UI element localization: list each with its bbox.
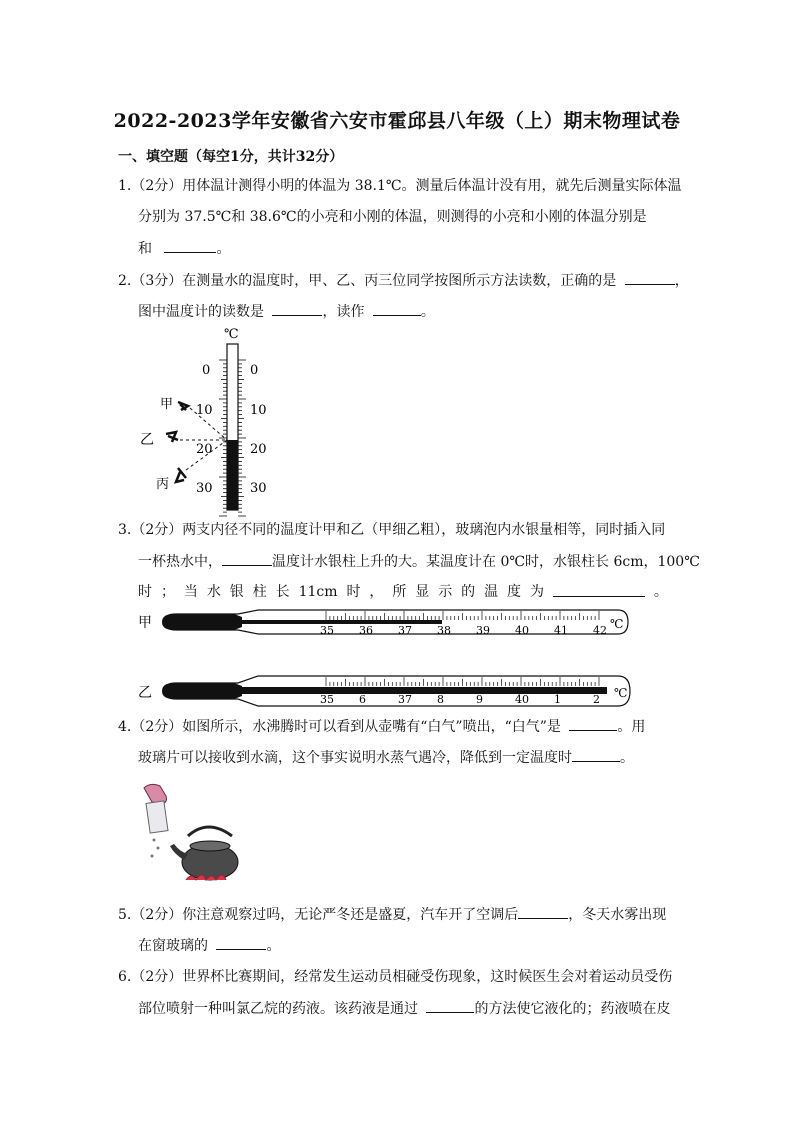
- tick-label: 37: [398, 624, 412, 637]
- q2-line2: [138, 301, 435, 322]
- q1-line1: 1.（2分）用体温计测得小明的体温为 38.1℃。测量后体温计没有用，就先后测量实际体温: [118, 178, 682, 194]
- water-drop-icon: [157, 847, 160, 850]
- thermometer-b-label: 乙: [138, 685, 152, 701]
- q2-line1: [118, 270, 689, 291]
- tick-label: 9: [476, 693, 483, 706]
- thermometer-a-bulb: [162, 614, 242, 630]
- q2-blank-correct[interactable]: [625, 270, 675, 285]
- q1-answer-blank[interactable]: [164, 238, 216, 253]
- tick-label: 41: [554, 624, 568, 637]
- tick-label: 8: [437, 693, 444, 706]
- q2-reader-jia: 甲: [160, 397, 174, 412]
- q5-text-glass: 在窗玻璃的: [138, 938, 208, 954]
- q6-line2: [138, 998, 670, 1019]
- q4-text: 4.（2分）如图所示，水沸腾时可以看到从壶嘴有“白气”喷出，“白气”是: [118, 719, 561, 735]
- thermometer-a-unit: ℃: [610, 617, 624, 631]
- q3-word: ；: [160, 584, 175, 600]
- q3-word: 11cm: [298, 584, 338, 600]
- tick-label: 2: [593, 693, 600, 706]
- q2-scale-right-30: 30: [250, 481, 267, 496]
- tick-label: 38: [437, 624, 451, 637]
- q2-text: 2.（3分）在测量水的温度时，甲、乙、丙三位同学按图所示方法读数，正确的是: [118, 273, 617, 289]
- q6-blank-method[interactable]: [426, 998, 474, 1013]
- q1-period: 。: [216, 241, 231, 257]
- q2-reader-bing: 丙: [156, 477, 170, 492]
- q2-period: 。: [420, 304, 435, 320]
- eye-icon: [176, 468, 186, 482]
- q4-text-use: 。用: [617, 719, 646, 735]
- q3-word: 的: [461, 584, 476, 600]
- q6-text-2: 的方法使它液化的；药液喷在皮: [474, 1001, 671, 1017]
- q3-line3: [138, 582, 668, 602]
- q3-line2: [138, 551, 700, 572]
- glass-plate-icon: [146, 801, 168, 833]
- kettle-lid-icon: [190, 841, 230, 851]
- tick-label: 35: [320, 693, 334, 706]
- q5-text: 5.（2分）你注意观察过吗，无论严冬还是盛夏，汽车开了空调后: [118, 907, 519, 923]
- thermometer-a-label: 甲: [138, 615, 152, 631]
- q3-word: 柱: [252, 584, 267, 600]
- q4-line1: [118, 716, 645, 737]
- q2-comma: ，: [674, 273, 689, 289]
- q5-period: 。: [266, 938, 281, 954]
- q2-text-reading: 图中温度计的读数是: [138, 304, 264, 320]
- thermometer-a-mercury: [242, 620, 442, 624]
- thermometer-b-mercury: [242, 687, 607, 694]
- q4-text-2: 玻璃片可以接收到水滴，这个事实说明水蒸气遇冷，降低到一定温度时: [138, 750, 572, 766]
- q3-blank-which[interactable]: [222, 551, 272, 566]
- q3-word: 当: [183, 584, 198, 600]
- q3-word: 示: [438, 584, 453, 600]
- q4-blank-white-gas[interactable]: [569, 716, 617, 731]
- q3-word: 银: [229, 584, 244, 600]
- q3-word: 显: [415, 584, 430, 600]
- q3-word: 为: [529, 584, 544, 600]
- q5-line1: [118, 904, 666, 925]
- eye-icon: [166, 432, 178, 442]
- q5-blank-summer[interactable]: [518, 904, 568, 919]
- q4-kettle-figure: [138, 780, 248, 890]
- q2-scale-right-0: 0: [250, 363, 259, 378]
- q2-blank-read-as[interactable]: [373, 301, 421, 316]
- q3-word: 度: [507, 584, 521, 600]
- q4-period: 。: [620, 750, 634, 766]
- water-drop-icon: [151, 855, 154, 858]
- q1-line2: 分别为 37.5℃和 38.6℃的小亮和小刚的体温，则测得的小亮和小刚的体温分别是: [138, 209, 647, 225]
- q3-text-b: 温度计水银柱上升的大。某温度计在 0℃时，水银柱长 6cm，100℃: [272, 554, 700, 570]
- tick-label: 35: [320, 624, 334, 637]
- kettle-spout-icon: [170, 844, 188, 860]
- q3-line3-words: [138, 582, 668, 602]
- q4-blank-condition[interactable]: [572, 747, 620, 762]
- q2-text-read-as: ，读作: [322, 304, 365, 320]
- q3-period: 。: [653, 584, 668, 600]
- q2-unit-label: ℃: [224, 327, 239, 342]
- thermometer-b-unit: ℃: [614, 686, 628, 700]
- q3-word: 长: [275, 584, 290, 600]
- tick-label: 1: [554, 693, 561, 706]
- tick-label: 37: [398, 693, 412, 706]
- q3-word: 时: [138, 584, 152, 600]
- water-drop-icon: [153, 839, 156, 842]
- q5-text-winter: ，冬天水雾出现: [568, 907, 667, 923]
- q2-scale-left-0: 0: [202, 363, 211, 378]
- section-heading: 一、填空题（每空1分，共计32分）: [118, 149, 344, 165]
- tick-label: 40: [515, 624, 529, 637]
- q3-word: ，: [369, 584, 384, 600]
- q2-scale-left-10: 10: [196, 403, 213, 418]
- q6-line1: 6.（2分）世界杯比赛期间，经常发生运动员相碰受伤现象，这时候医生会对着运动员受伤: [118, 969, 673, 985]
- q2-scale-right-20: 20: [250, 442, 267, 457]
- q3-word: 所: [392, 584, 407, 600]
- q2-mercury-column: [227, 440, 238, 510]
- thermometer-b-bulb: [162, 683, 242, 699]
- eye-icon: [178, 402, 188, 410]
- q3-word: 时: [346, 584, 361, 600]
- q2-scale-left-20: 20: [196, 442, 213, 457]
- q3-blank-temperature[interactable]: [553, 582, 645, 597]
- q2-reader-yi: 乙: [140, 432, 154, 448]
- q5-blank-side[interactable]: [216, 935, 266, 950]
- q2-thermometer-figure: [140, 322, 290, 512]
- q6-text: 部位喷射一种叫氯乙烷的药液。该药液是通过: [138, 1001, 418, 1017]
- tick-label: 40: [515, 693, 529, 706]
- q4-line2: [138, 747, 634, 768]
- tick-label: 36: [359, 624, 373, 637]
- q2-scale-left-30: 30: [196, 481, 213, 496]
- q3-word: 水: [206, 584, 221, 600]
- kettle-handle-icon: [188, 827, 232, 836]
- tick-label: 6: [359, 693, 366, 706]
- q2-blank-reading[interactable]: [272, 301, 322, 316]
- q3-text-a: 一杯热水中，: [138, 554, 222, 570]
- q2-scale-right-10: 10: [250, 403, 267, 418]
- q3-line1: 3.（2分）两支内径不同的温度计甲和乙（甲细乙粗），玻璃泡内水银量相等，同时插入同: [118, 522, 666, 538]
- q3-word: 温: [484, 584, 499, 600]
- tick-label: 42: [593, 624, 607, 637]
- q1-text-and: 和: [138, 241, 152, 257]
- exam-title: 2022-2023学年安徽省六安市霍邱县八年级（上）期末物理试卷: [113, 110, 681, 132]
- q1-line3: [138, 238, 230, 259]
- tick-label: 39: [476, 624, 490, 637]
- q5-line2: [138, 935, 280, 956]
- q3-thermometers-figure: [136, 600, 636, 712]
